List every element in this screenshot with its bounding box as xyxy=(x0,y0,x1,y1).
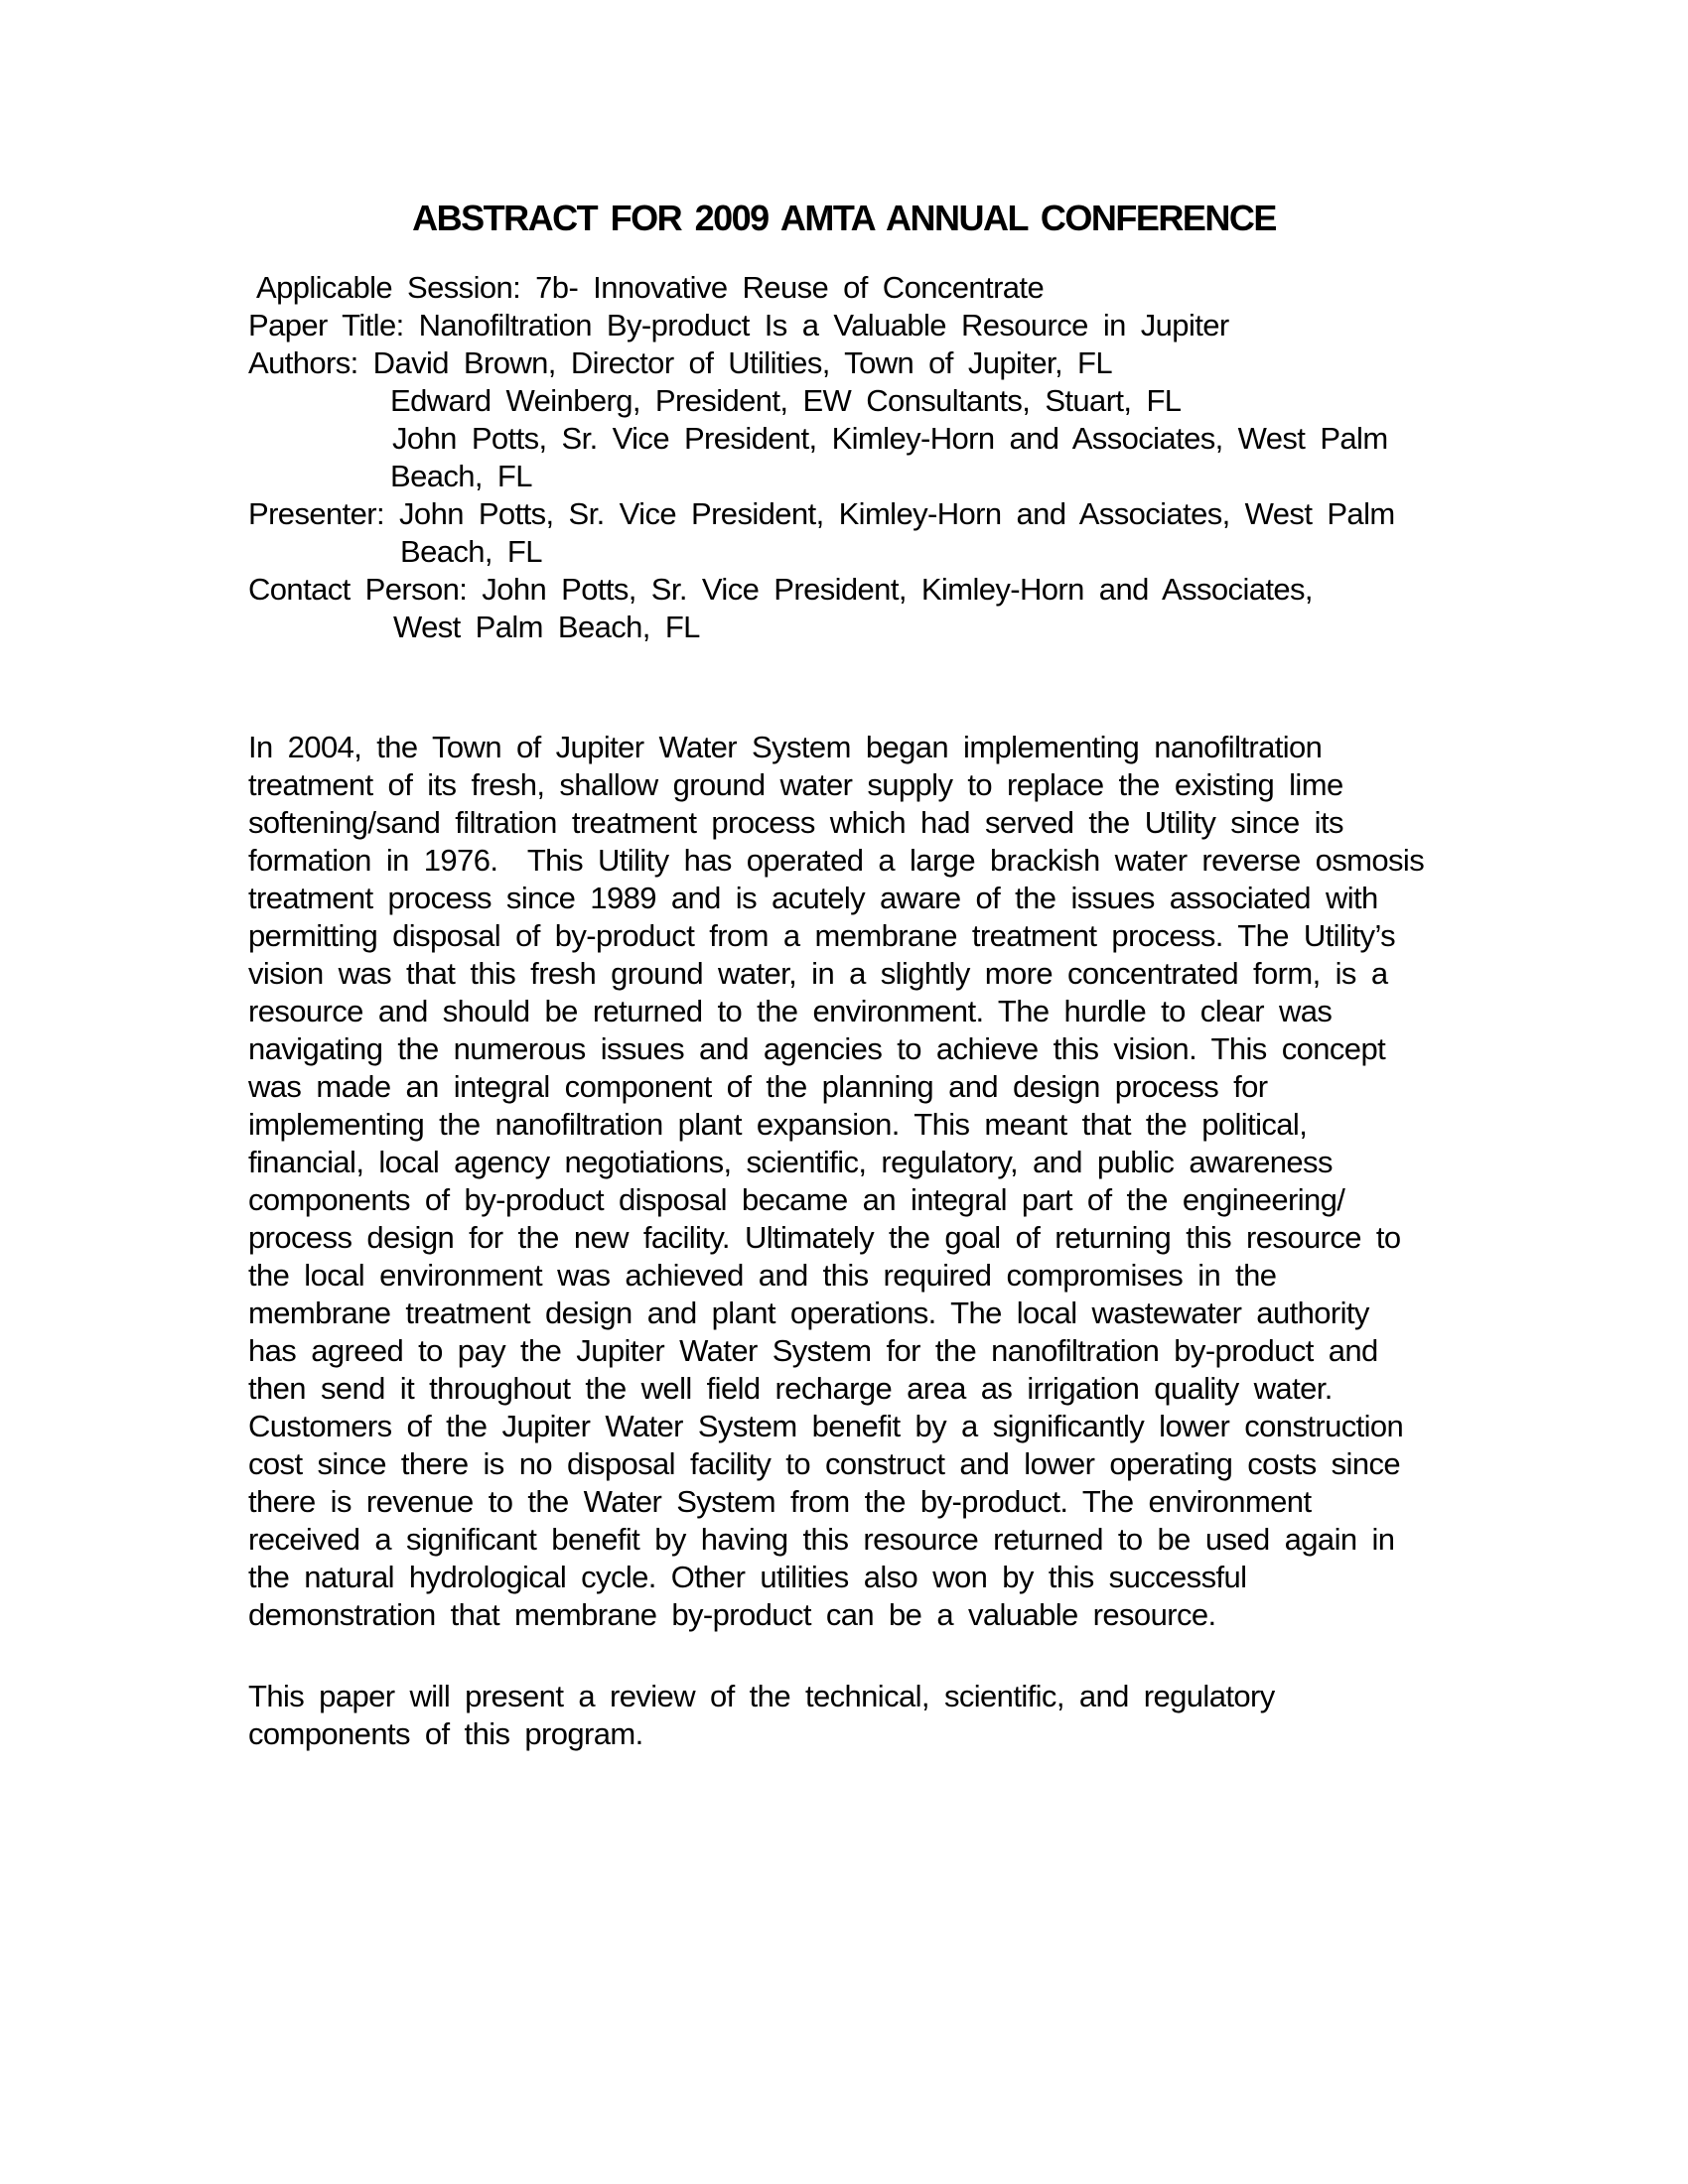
text-line: permitting disposal of by-product from a membrane treatment process. The Utility’s xyxy=(248,918,1396,953)
text-line: Beach, FL xyxy=(400,534,542,569)
text-line: Applicable Session: 7b- Innovative Reuse of Concentrate xyxy=(256,270,1045,305)
document-title: ABSTRACT FOR 2009 AMTA ANNUAL CONFERENCE xyxy=(412,198,1276,238)
text-line: formation in 1976. This Utility has operated a large brackish water reverse osmosis xyxy=(248,843,1425,878)
text-line: has agreed to pay the Jupiter Water System for the nanofiltration by-product and xyxy=(248,1333,1378,1368)
text-line: components of by-product disposal became an integral part of the engineering/ xyxy=(248,1182,1345,1217)
text-line: implementing the nanofiltration plant expansion. This meant that the political, xyxy=(248,1107,1308,1142)
text-line: demonstration that membrane by-product can be a valuable resource. xyxy=(248,1597,1216,1632)
text-line: the natural hydrological cycle. Other utilities also won by this successful xyxy=(248,1560,1247,1594)
text-line: financial, local agency negotiations, scientific, regulatory, and public awareness xyxy=(248,1145,1333,1179)
text-line: Authors: David Brown, Director of Utilities, Town of Jupiter, FL xyxy=(248,345,1112,380)
text-line: This paper will present a review of the technical, scientific, and regulatory xyxy=(248,1679,1275,1713)
text-line: treatment of its fresh, shallow ground water supply to replace the existing lime xyxy=(248,767,1343,802)
text-line: resource and should be returned to the environment. The hurdle to clear was xyxy=(248,994,1333,1028)
text-line: Beach, FL xyxy=(390,459,532,493)
text-line: received a significant benefit by having this resource returned to be used again in xyxy=(248,1522,1395,1557)
text-line: cost since there is no disposal facility to construct and lower operating costs since xyxy=(248,1446,1400,1481)
text-line: John Potts, Sr. Vice President, Kimley-Horn and Associates, West Palm xyxy=(392,421,1388,456)
abstract-header xyxy=(248,269,1395,646)
abstract-body xyxy=(248,729,1529,1753)
text-line: membrane treatment design and plant operations. The local wastewater authority xyxy=(248,1296,1369,1330)
text-line: treatment process since 1989 and is acutely aware of the issues associated with xyxy=(248,881,1378,915)
text-line: there is revenue to the Water System from the by-product. The environment xyxy=(248,1484,1312,1519)
text-line: Edward Weinberg, President, EW Consultants, Stuart, FL xyxy=(390,383,1182,418)
text-line: was made an integral component of the planning and design process for xyxy=(248,1069,1268,1104)
text-line: then send it throughout the well field recharge area as irrigation quality water. xyxy=(248,1371,1333,1406)
text-line: Customers of the Jupiter Water System benefit by a significantly lower construction xyxy=(248,1409,1404,1443)
text-line: navigating the numerous issues and agencies to achieve this vision. This concept xyxy=(248,1031,1386,1066)
text-line: Paper Title: Nanofiltration By-product Is a Valuable Resource in Jupiter xyxy=(248,308,1229,342)
text-line: In 2004, the Town of Jupiter Water System began implementing nanofiltration xyxy=(248,730,1323,764)
paragraph xyxy=(248,1678,1529,1753)
text-line: process design for the new facility. Ultimately the goal of returning this resource to xyxy=(248,1220,1401,1255)
text-line: Contact Person: John Potts, Sr. Vice President, Kimley-Horn and Associates, xyxy=(248,572,1313,607)
text-line: West Palm Beach, FL xyxy=(393,610,700,644)
paragraph xyxy=(248,729,1529,1634)
text-line: components of this program. xyxy=(248,1716,643,1751)
text-line: softening/sand filtration treatment process which had served the Utility since its xyxy=(248,805,1343,840)
text-line: the local environment was achieved and this required compromises in the xyxy=(248,1258,1277,1293)
text-line: Presenter: John Potts, Sr. Vice President, Kimley-Horn and Associates, West Palm xyxy=(248,496,1395,531)
text-line: vision was that this fresh ground water, in a slightly more concentrated form, is a xyxy=(248,956,1388,991)
